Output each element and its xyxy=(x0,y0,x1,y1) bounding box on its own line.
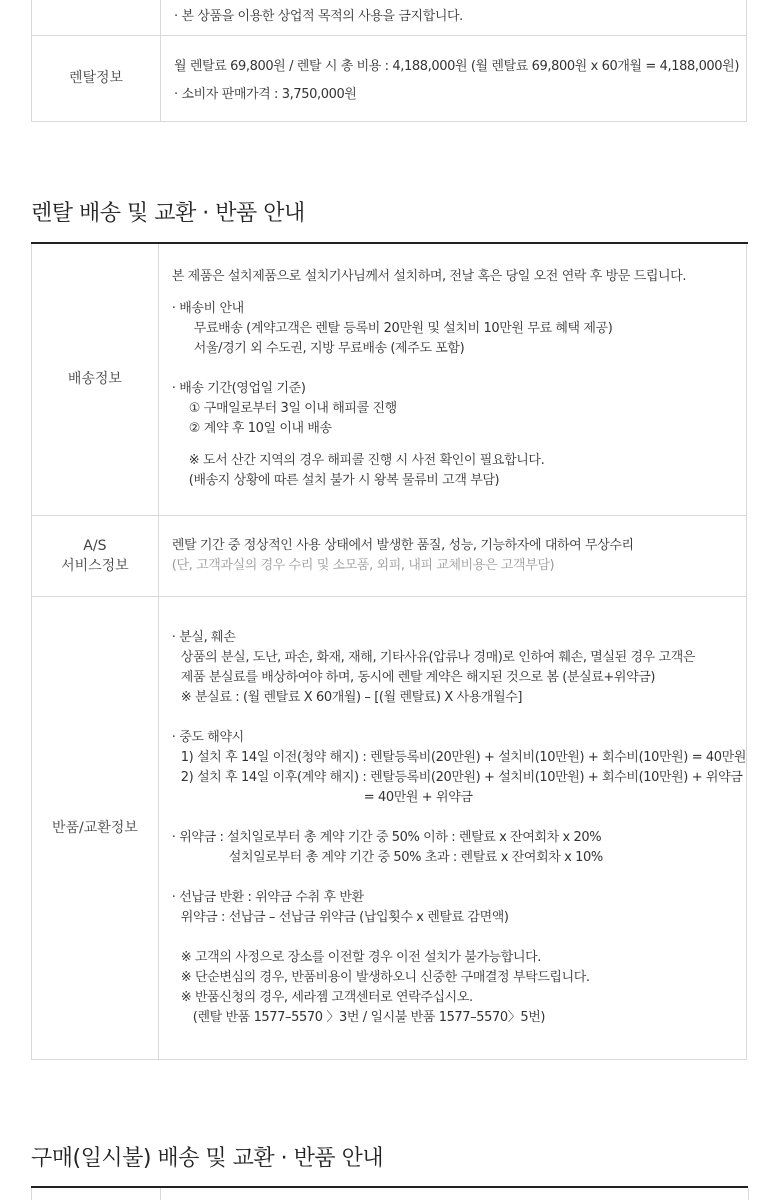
return-exchange-label: 반품/교환정보 xyxy=(32,596,159,1059)
loss-fee-line: ※ 분실료 : (월 렌탈료 X 60개월) – [(월 렌탈료) X 사용개월수] xyxy=(180,689,523,705)
delivery-note: ※ 도서 산간 지역의 경우 해피콜 진행 시 사전 확인이 필요합니다. xyxy=(188,453,545,469)
penalty-line: 설치일로부터 총 계약 기간 중 50% 초과 : 렌탈료 x 잔여회차 x 10% xyxy=(228,849,603,865)
delivery-fee-title: · 배송비 안내 xyxy=(171,301,244,317)
rental-info-content xyxy=(161,35,747,121)
as-label-line1: A/S xyxy=(83,537,107,554)
delivery-info-label: 배송정보 xyxy=(32,244,159,515)
rental-cost-line: 월 렌탈료 69,800원 / 렌탈 시 총 비용 : 4,188,000원 (월 렌탈료 69,800원 x 60개월 = 4,188,000원) xyxy=(174,59,740,74)
prepay-line: 위약금 : 선납금 – 선납금 위약금 (납입횟수 x 렌탈료 감면액) xyxy=(180,909,509,925)
rental-section-title: 렌탈 배송 및 교환 · 반품 안내 xyxy=(31,201,305,226)
prepay-title: · 선납금 반환 : 위약금 수취 후 반환 xyxy=(171,889,364,905)
as-label-line2: 서비스정보 xyxy=(61,557,129,574)
purchase-table-divider xyxy=(160,1188,161,1200)
delivery-note: (배송지 상황에 따른 설치 불가 시 왕복 물류비 고객 부담) xyxy=(188,473,500,489)
cancel-line-cont: = 40만원 + 위약금 xyxy=(363,789,473,805)
delivery-period-line: ① 구매일로부터 3일 이내 해피콜 진행 xyxy=(188,401,397,417)
return-note: ※ 단순변심의 경우, 반품비용이 발생하오니 신중한 구매결정 부탁드립니다. xyxy=(180,969,590,985)
return-exchange-content xyxy=(158,596,746,1059)
retail-price-line: · 소비자 판매가격 : 3,750,000원 xyxy=(174,87,357,102)
delivery-period-title: · 배송 기간(영업일 기준) xyxy=(171,381,306,397)
loss-line: 상품의 분실, 도난, 파손, 화재, 재해, 기타사유(압류나 경매)로 인하여 훼손, 멸실된 경우 고객은 xyxy=(180,649,696,665)
purchase-section-title: 구매(일시불) 배송 및 교환 · 반품 안내 xyxy=(31,1146,384,1171)
return-contact: (렌탈 반품 1577–5570 〉3번 / 일시불 반품 1577–5570〉5번) xyxy=(192,1009,546,1025)
commercial-use-notice: · 본 상품을 이용한 상업적 목적의 사용을 금지합니다. xyxy=(174,9,463,25)
penalty-line: · 위약금 : 설치일로부터 총 계약 기간 중 50% 이하 : 렌탈료 x 잔여회차 x 20% xyxy=(171,829,602,845)
cancel-line: 1) 설치 후 14일 이전(청약 해지) : 렌탈등록비(20만원) + 설치비(10만원) + 회수비(10만원) = 40만원 xyxy=(180,749,746,765)
delivery-intro: 본 제품은 설치제품으로 설치기사님께서 설치하며, 전날 혹은 당일 오전 연락 후 방문 드립니다. xyxy=(171,269,687,285)
return-note: ※ 반품신청의 경우, 세라젬 고객센터로 연락주십시오. xyxy=(180,989,473,1005)
cancel-line: 2) 설치 후 14일 이후(계약 해지) : 렌탈등록비(20만원) + 설치비(10만원) + 회수비(10만원) + 위약금 xyxy=(180,769,743,785)
delivery-fee-line: 서울/경기 외 수도권, 지방 무료배송 (제주도 포함) xyxy=(193,341,465,357)
as-service-line: 렌탈 기간 중 정상적인 사용 상태에서 발생한 품질, 성능, 기능하자에 대하여 무상수리 xyxy=(171,537,634,553)
loss-line: 제품 분실료를 배상하여야 하며, 동시에 렌탈 계약은 해지된 것으로 봄 (분실료+위약금) xyxy=(180,669,656,685)
delivery-fee-line: 무료배송 (계약고객은 렌탈 등록비 20만원 및 설치비 10만원 무료 혜택 제공) xyxy=(193,321,613,337)
as-service-content xyxy=(158,515,746,596)
delivery-info-content xyxy=(158,244,746,515)
rental-delivery-table xyxy=(31,244,747,1060)
loss-title: · 분실, 훼손 xyxy=(171,629,236,645)
return-note: ※ 고객의 사정으로 장소를 이전할 경우 이전 설치가 불가능합니다. xyxy=(180,949,541,965)
as-service-label xyxy=(32,515,159,596)
rental-info-label: 렌탈정보 xyxy=(32,35,161,121)
delivery-period-line: ② 계약 후 10일 이내 배송 xyxy=(188,421,332,437)
product-info-table xyxy=(31,0,747,122)
purchase-table-partial xyxy=(31,1188,749,1200)
prev-row-content xyxy=(161,0,747,35)
cancel-title: · 중도 해약시 xyxy=(171,729,244,745)
prev-row-label xyxy=(32,0,161,35)
as-service-note: (단, 고객과실의 경우 수리 및 소모품, 외피, 내피 교체비용은 고객부담) xyxy=(171,557,555,573)
